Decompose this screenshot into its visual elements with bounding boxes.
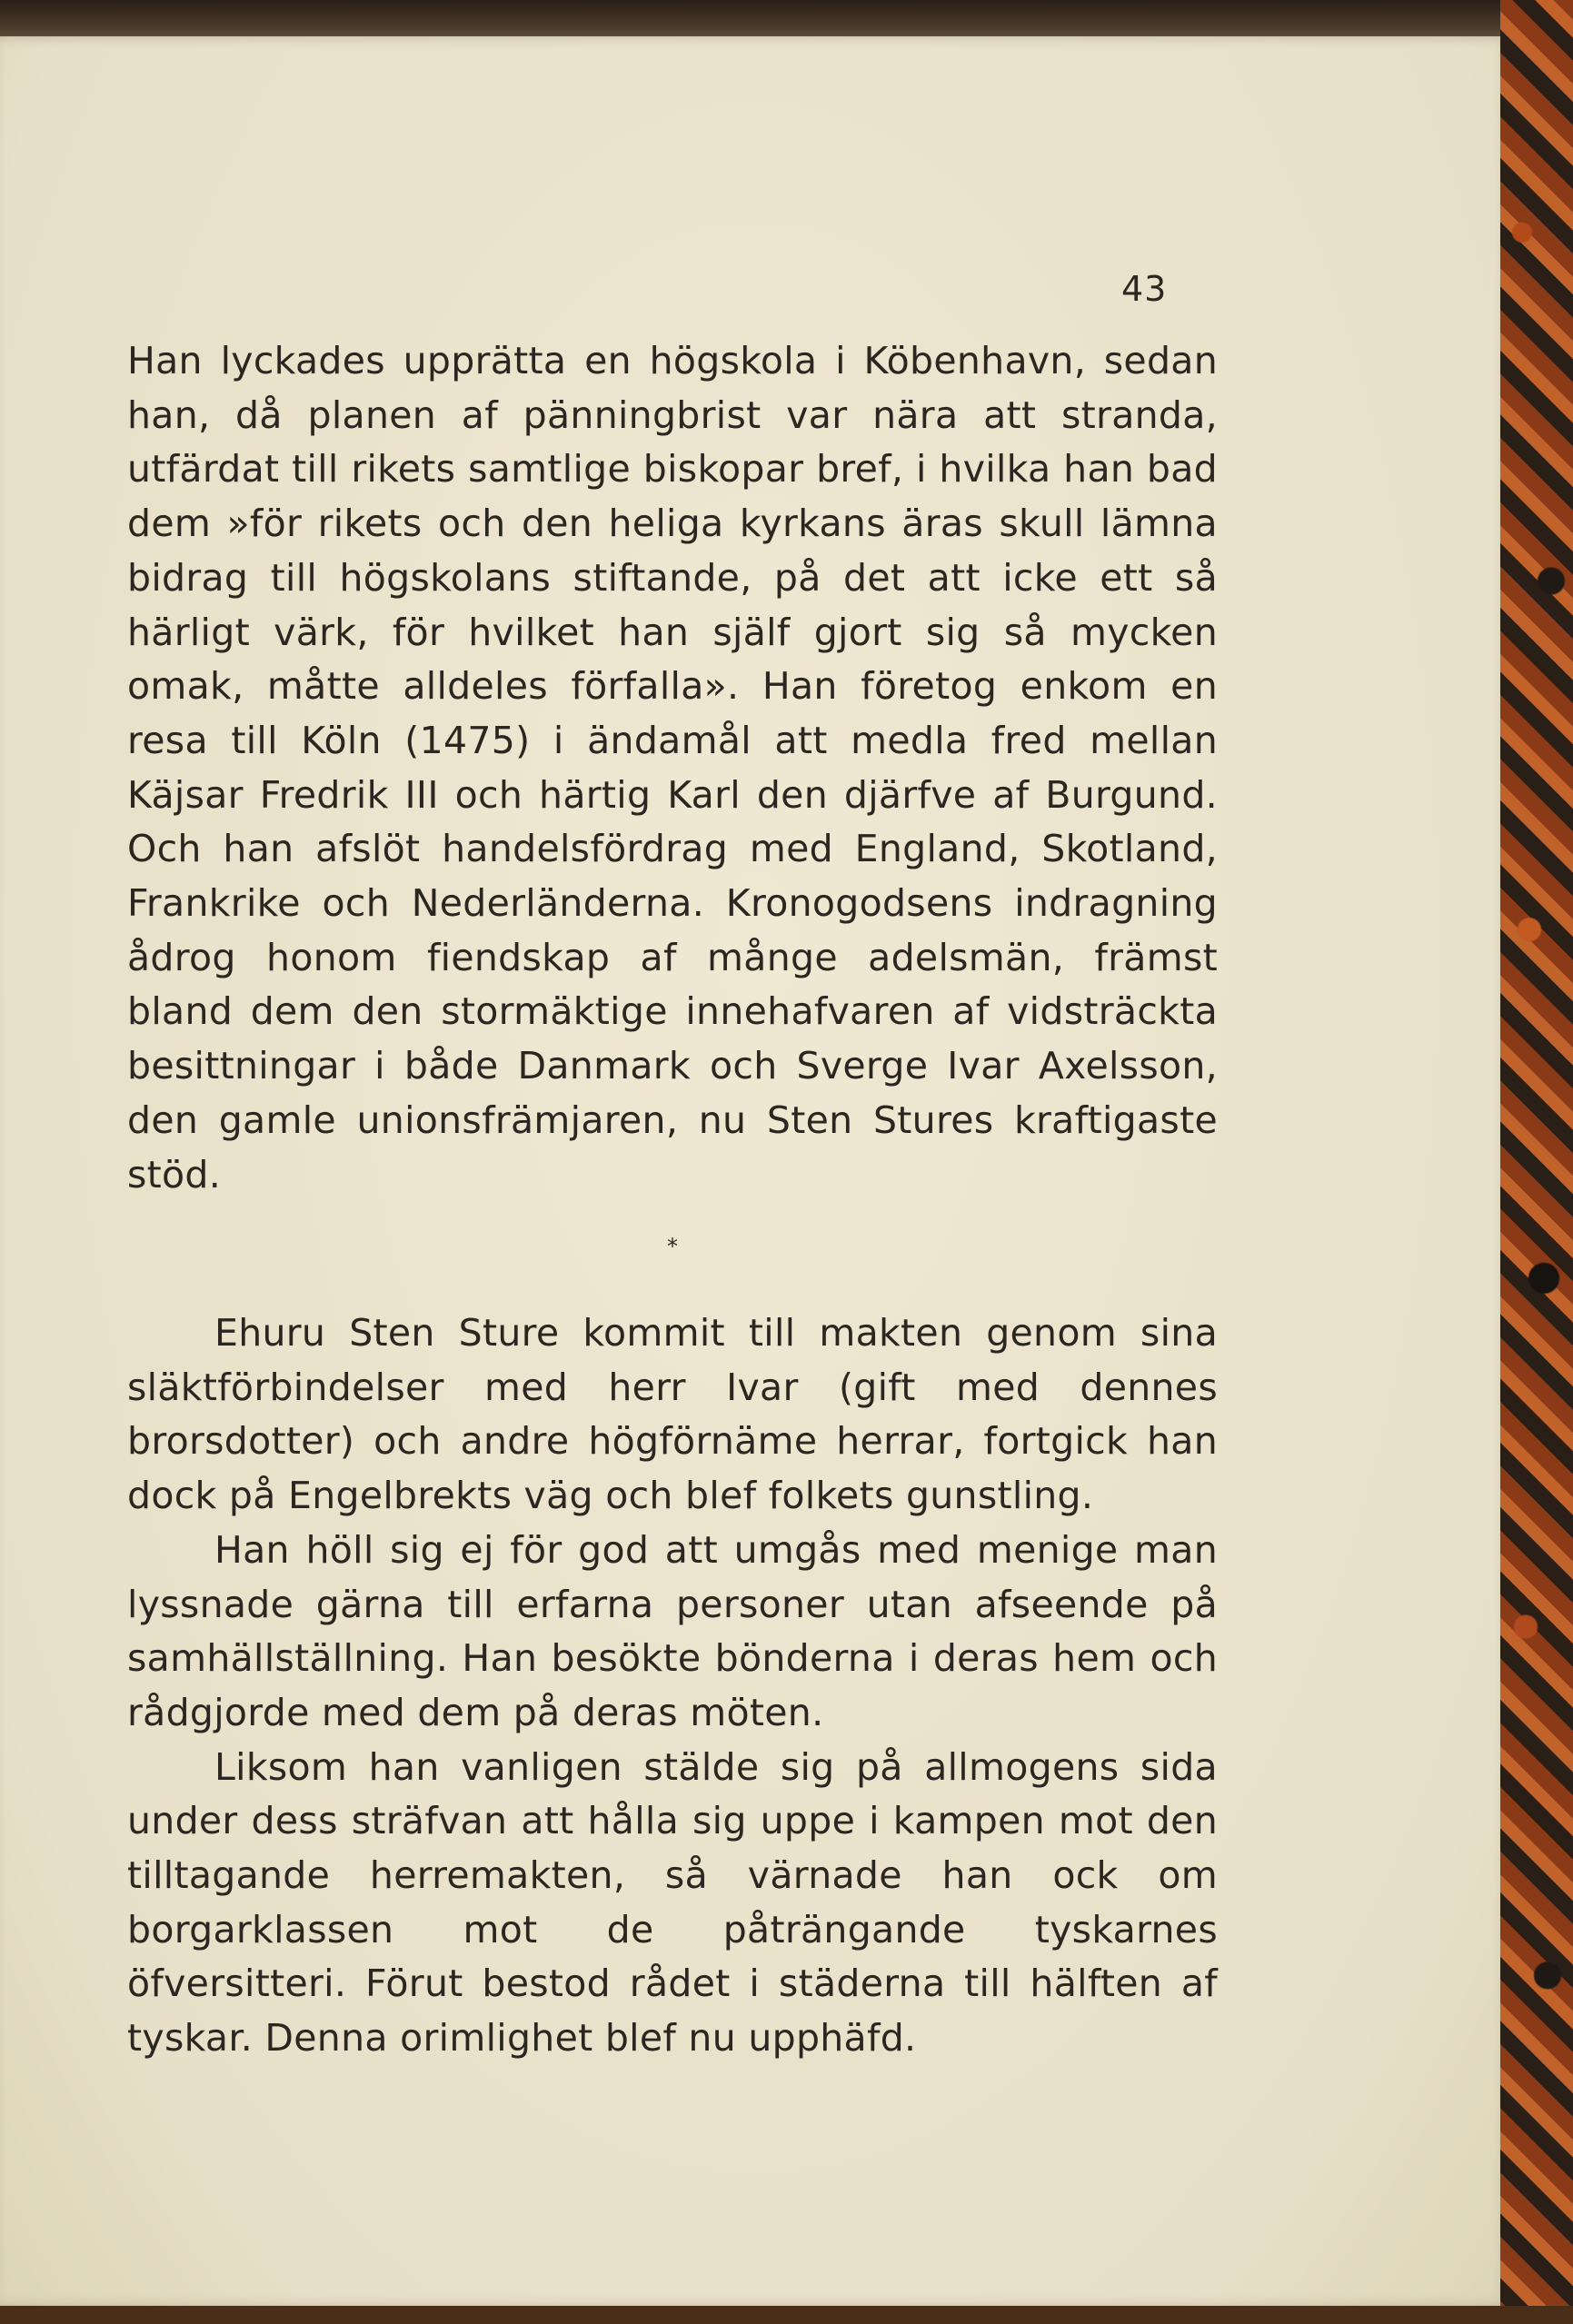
paragraph-1: Han lyckades upprätta en högskola i Köbenhavn, sedan han, då planen af pänningbrist var nära att stranda, utfärdat till rikets samtlige biskopar bref, i hvilka han bad dem »för rikets och den heliga kyrkans äras skull lämna bidrag till högskolans stiftande, på det att icke ett så härligt värk, för hvilket han själf gjort sig så mycken omak, måtte alldeles förfalla». Han företog enkom en resa till Köln (1475) i ändamål att medla fred mellan Käjsar Fredrik III och härtig Karl den djärfve af Burgund. Och han afslöt handelsfördrag med England, Skotland, Frankrike och Nederländerna. Kronogodsens indragning ådrog honom fiendskap af månge adelsmän, främst bland dem den stormäktige innehafvaren af vidsträckta besittningar i både Danmark och Sverge Ivar Axelsson, den gamle unionsfrämjaren, nu Sten Stures kraftigaste stöd. — [127, 339, 1218, 1197]
page-number: 43 — [1121, 269, 1168, 309]
book-bottom-edge — [0, 2306, 1573, 2324]
paragraph-2: Ehuru Sten Sture kommit till makten genom sina släktförbindelser med herr Ivar (gift med dennes brorsdotter) och andre högförnäme herrar, fortgick han dock på Engelbrekts väg och blef folkets gunstling. — [127, 1311, 1218, 1518]
book-page — [0, 36, 1513, 2308]
section-separator: * — [667, 1234, 678, 1259]
text-block-lower — [127, 1306, 1218, 2066]
paragraph-3: Han höll sig ej för god att umgås med menige man lyssnade gärna till erfarna personer utan afseende på samhällställning. Han besökte bönderna i deras hem och rådgjorde med dem på deras möten. — [127, 1527, 1218, 1734]
text-block-upper — [127, 334, 1218, 1202]
marbled-cover-edge — [1500, 0, 1573, 2324]
paragraph-4: Liksom han vanligen stälde sig på allmogens sida under dess sträfvan att hålla sig uppe i kampen mot den tilltagande herremakten, så värnade han ock om borgarklassen mot de påträngande tyskarnes öfversitteri. Förut bestod rådet i städerna till hälften af tyskar. Denna orimlighet blef nu upphäfd. — [127, 1744, 1218, 2061]
